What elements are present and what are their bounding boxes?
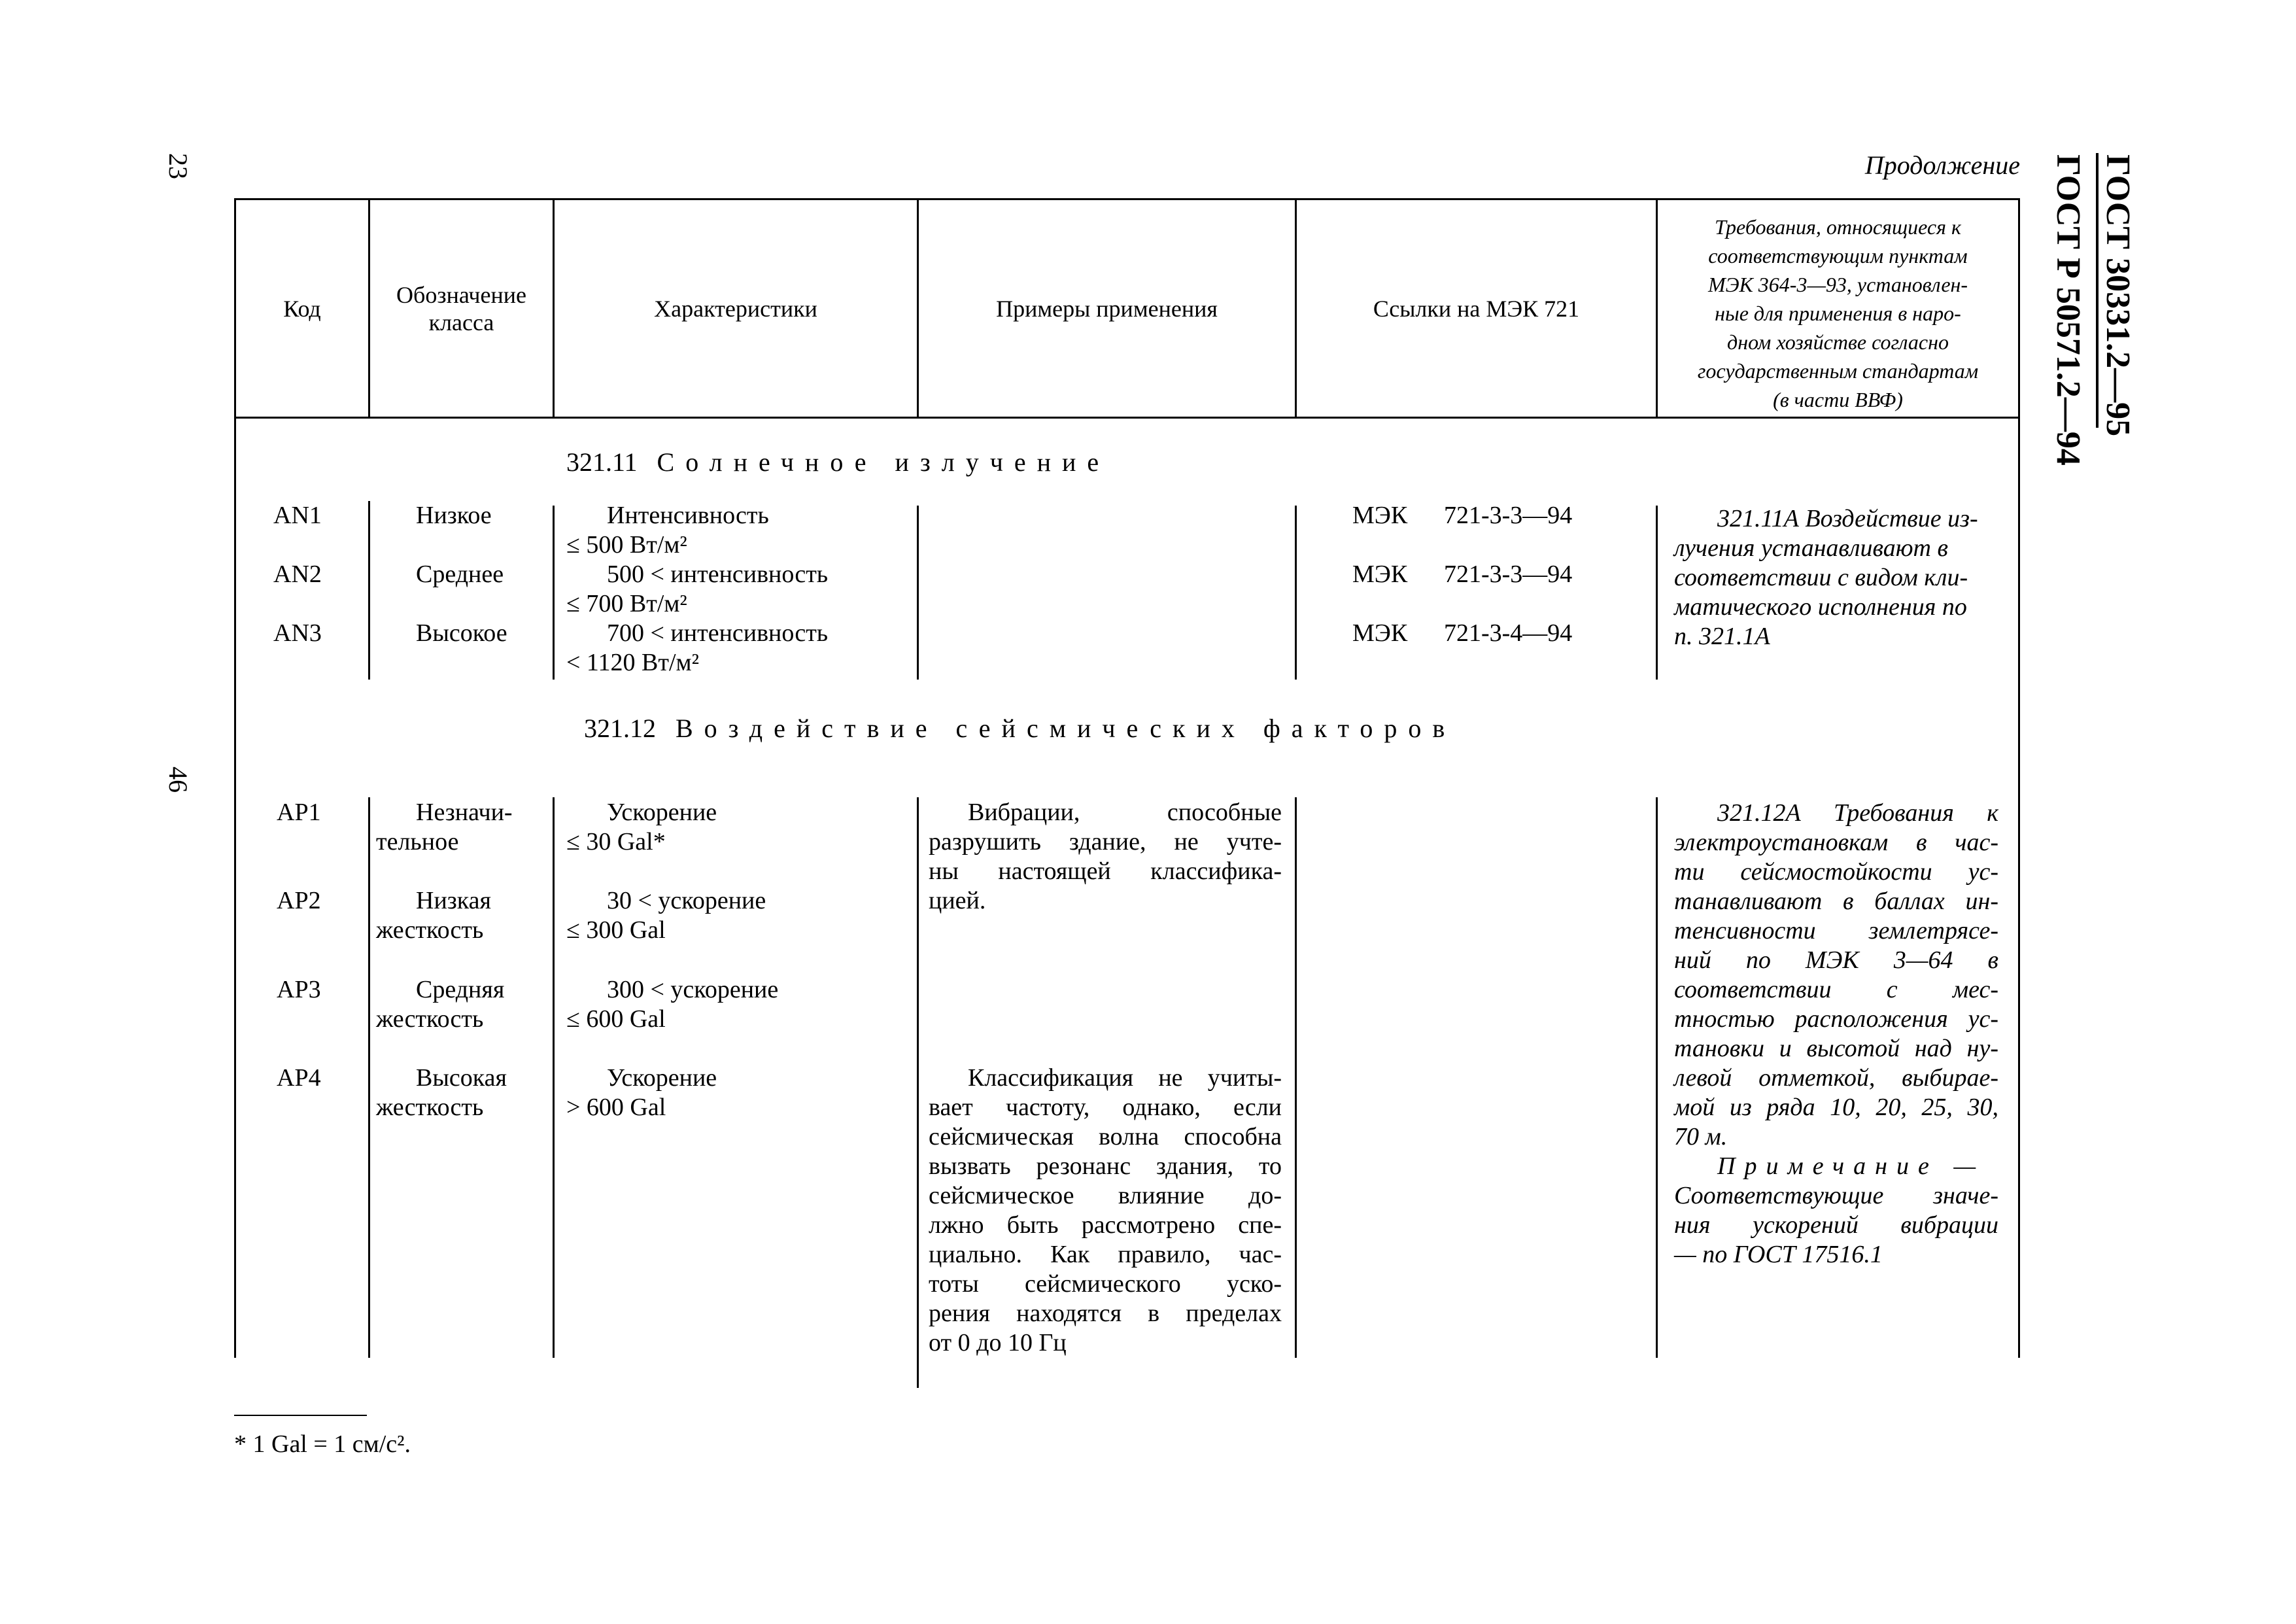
gost-designation-1: ГОСТ 30331.2—95 <box>2099 154 2136 437</box>
example-frequency: Классификация не учиты- вает частоту, однако, если сейсмическая волна способна вызвать резонанс здания, то сейсмическое влияние до- лжно быть рассмотрено спе- циально. Как правило, час- тоты сейсмического уско- рения находятся в пределах от 0 до 10 Гц <box>929 1064 1282 1356</box>
s2-col-sep-4 <box>1295 797 1297 1358</box>
s1-col-sep-4 <box>1295 506 1297 680</box>
class-ap4-line1: Высокая <box>416 1064 507 1092</box>
footnote-separator <box>234 1415 367 1416</box>
iec-an2-b: 721-3-3—94 <box>1444 561 1573 588</box>
char-ap4-line1: Ускорение <box>607 1064 717 1092</box>
char-an2-line2: ≤ 700 Вт/м² <box>566 590 687 617</box>
char-ap1-line2: ≤ 30 Gal* <box>566 828 666 855</box>
code-ap4: AP4 <box>277 1064 321 1092</box>
s2-col-sep-5 <box>1656 797 1658 1358</box>
header-class: Обозначение класса <box>396 281 526 336</box>
header-requirements: Требования, относящиеся к соответствующим пунктам МЭК 364-3—93, установлен- ные для применения в наро- дном хозяйстве согласно государственным стандартам (в части ВВФ) <box>1697 215 1979 411</box>
header-iec: Ссылки на МЭК 721 <box>1373 295 1580 322</box>
char-an1-line1: Интенсивность <box>607 502 769 529</box>
class-an3: Высокое <box>416 619 507 647</box>
char-an1-line2: ≤ 500 Вт/м² <box>566 531 687 559</box>
iec-an1-b: 721-3-3—94 <box>1444 502 1573 529</box>
class-ap1-line1: Незначи- <box>416 799 513 826</box>
requirement-solar: 321.11А Воздействие из- лучения устанавливают в соответствии с видом кли- матического исполнения по п. 321.1А <box>1674 505 1978 650</box>
page-number-top: 23 <box>163 153 193 179</box>
char-an2-line1: 500 < интенсивность <box>607 561 829 588</box>
code-an3: AN3 <box>273 619 322 647</box>
class-ap1-line2: тельное <box>376 828 459 855</box>
iec-an3-a: МЭК <box>1352 619 1408 647</box>
s2-col-sep-3 <box>917 797 919 1388</box>
s1-col-sep-5 <box>1656 506 1658 680</box>
class-ap3-line1: Средняя <box>416 976 505 1003</box>
footnote: * 1 Gal = 1 см/с². <box>234 1430 411 1458</box>
code-an2: AN2 <box>273 561 322 588</box>
gost-separator <box>2096 153 2099 428</box>
char-an3-line2: < 1120 Вт/м² <box>566 649 699 676</box>
iec-an3-b: 721-3-4—94 <box>1444 619 1573 647</box>
class-ap4-line2: жесткость <box>376 1094 484 1121</box>
gost-designation-2: ГОСТ Р 50571.2—94 <box>2049 154 2087 466</box>
class-ap2-line2: жесткость <box>376 916 484 944</box>
char-ap2-line2: ≤ 300 Gal <box>566 916 666 944</box>
code-ap3: AP3 <box>277 976 321 1003</box>
class-an1: Низкое <box>416 502 492 529</box>
char-ap3-line1: 300 < ускорение <box>607 976 779 1003</box>
iec-an2-a: МЭК <box>1352 561 1408 588</box>
char-ap3-line2: ≤ 600 Gal <box>566 1005 666 1033</box>
s1-col-sep-2 <box>553 506 555 680</box>
class-an2: Среднее <box>416 561 504 588</box>
class-ap3-line2: жесткость <box>376 1005 484 1033</box>
s2-col-sep-1 <box>368 797 370 1358</box>
table-right-border <box>2018 198 2020 1358</box>
char-an3-line1: 700 < интенсивность <box>607 619 829 647</box>
page-number-middle: 46 <box>163 767 193 793</box>
iec-an1-a: МЭК <box>1352 502 1408 529</box>
char-ap1-line1: Ускорение <box>607 799 717 826</box>
code-ap2: AP2 <box>277 887 321 914</box>
requirement-seismic: 321.12А Требования к электроустановкам в час- ти сейсмостойкости ус- танавливают в баллах ин- тенсивности землетрясе- ний по МЭК 3—64 в соответствии с мес- тностью расположения ус- тановки и высотой над ну- левой отметкой, выбирае- мой из ряда 10, 20, 25, 30, 70 м. Примечание — Соответствующие значе- ния ускорений вибрации — по ГОСТ 17516.1 <box>1674 799 1998 1268</box>
header-code: Код <box>283 295 321 322</box>
char-ap2-line1: 30 < ускорение <box>607 887 766 914</box>
header-characteristics: Характеристики <box>654 295 817 322</box>
s1-col-sep-3 <box>917 506 919 680</box>
section-title-seismic: 321.12 Воздействие сейсмических факторов <box>584 714 1456 743</box>
code-ap1: AP1 <box>277 799 321 826</box>
header-bottom-border <box>234 417 2020 419</box>
code-an1: AN1 <box>273 502 322 529</box>
char-ap4-line2: > 600 Gal <box>566 1094 666 1121</box>
s2-col-sep-2 <box>553 797 555 1358</box>
header-examples: Примеры применения <box>996 295 1218 322</box>
example-vibrations: Вибрации, способные разрушить здание, не учте- ны настоящей классифика- цией. <box>929 799 1282 914</box>
class-ap2-line1: Низкая <box>416 887 492 914</box>
continuation-label: Продолжение <box>1864 150 2020 180</box>
s1-col-sep-1 <box>368 501 370 680</box>
section-title-solar: 321.11 Солнечное излучение <box>566 447 1110 477</box>
note-title: Примечание — <box>1717 1152 1985 1180</box>
